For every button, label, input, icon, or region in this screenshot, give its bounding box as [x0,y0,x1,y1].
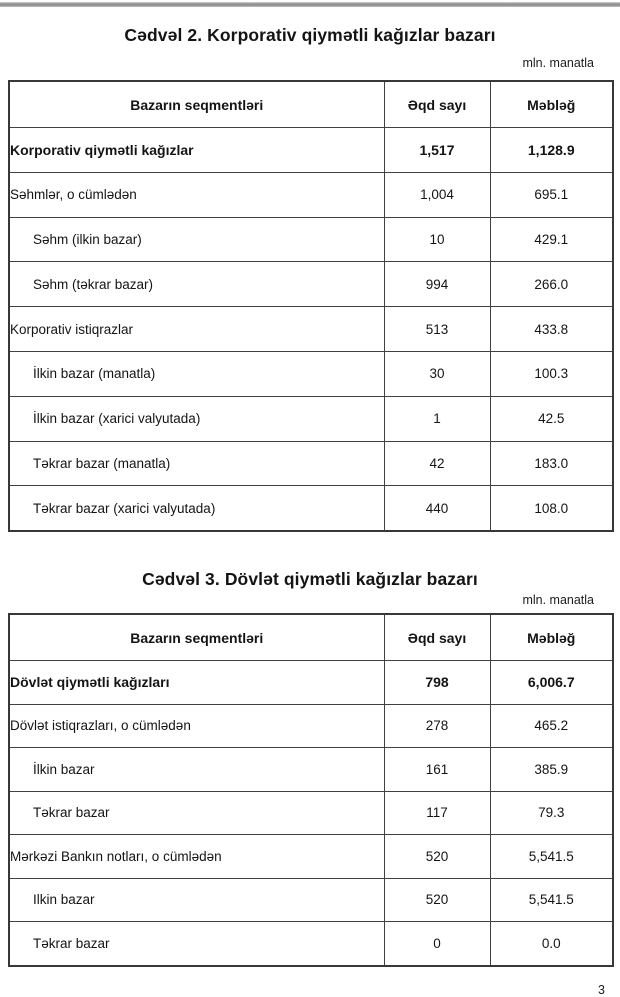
amount-cell: 5,541.5 [490,878,613,922]
table-row [9,217,613,262]
deal-count-cell: 10 [384,217,490,262]
government-securities-table [8,613,614,967]
header-segment: Bazarın seqmentləri [9,614,384,661]
table3-unit-label: mln. manatla [522,593,594,608]
amount-cell: 429.1 [490,217,613,262]
segment-cell: Təkrar bazar (xarici valyutada) [9,486,384,531]
deal-count-cell: 798 [384,661,490,705]
table2-title: Cədvəl 2. Korporativ qiymətli kağızlar bazarı [124,25,496,45]
table-header-row [9,81,613,128]
segment-cell: İlkin bazar (xarici valyutada) [9,396,384,441]
deal-count-cell: 0 [384,922,490,966]
page-number: 3 [598,982,605,997]
amount-cell: 433.8 [490,307,613,352]
deal-count-cell: 1,004 [384,172,490,217]
amount-cell: 0.0 [490,922,613,966]
segment-cell: Ilkin bazar [9,878,384,922]
deal-count-cell: 994 [384,262,490,307]
table-row [9,704,613,748]
segment-cell: Təkrar bazar (manatla) [9,441,384,486]
deal-count-cell: 278 [384,704,490,748]
deal-count-cell: 42 [384,441,490,486]
segment-cell: Səhm (ilkin bazar) [9,217,384,262]
header-deal-count: Əqd sayı [384,614,490,661]
table-row [9,396,613,441]
deal-count-cell: 117 [384,791,490,835]
table2-unit-label: mln. manatla [522,56,594,70]
table-row [9,128,613,173]
table-row [9,307,613,352]
amount-cell: 6,006.7 [490,661,613,705]
table3-title: Cədvəl 3. Dövlət qiymətli kağızlar bazarı [142,569,478,590]
amount-cell: 108.0 [490,486,613,531]
header-deal-count: Əqd sayı [384,81,490,128]
deal-count-cell: 30 [384,351,490,396]
table-row [9,351,613,396]
amount-cell: 266.0 [490,262,613,307]
deal-count-cell: 513 [384,307,490,352]
segment-cell: İlkin bazar [9,748,384,792]
table-row [9,486,613,531]
amount-cell: 79.3 [490,791,613,835]
page-top-rule [0,2,620,7]
segment-cell: Təkrar bazar [9,791,384,835]
deal-count-cell: 440 [384,486,490,531]
segment-cell: Səhm (təkrar bazar) [9,262,384,307]
header-amount: Məbləğ [490,81,613,128]
amount-cell: 1,128.9 [490,128,613,173]
table-row [9,791,613,835]
table-header-row [9,614,613,661]
header-amount: Məbləğ [490,614,613,661]
table-row [9,262,613,307]
deal-count-cell: 1,517 [384,128,490,173]
segment-cell: Təkrar bazar [9,922,384,966]
amount-cell: 465.2 [490,704,613,748]
deal-count-cell: 520 [384,878,490,922]
deal-count-cell: 520 [384,835,490,879]
table-row [9,878,613,922]
section-government-securities [0,568,620,967]
segment-cell: Səhmlər, o cümlədən [9,172,384,217]
table-row [9,441,613,486]
segment-cell: Dövlət qiymətli kağızları [9,661,384,705]
table-row [9,172,613,217]
deal-count-cell: 1 [384,396,490,441]
amount-cell: 100.3 [490,351,613,396]
amount-cell: 42.5 [490,396,613,441]
amount-cell: 385.9 [490,748,613,792]
table-row [9,835,613,879]
amount-cell: 183.0 [490,441,613,486]
table-row [9,748,613,792]
segment-cell: Mərkəzi Bankın notları, o cümlədən [9,835,384,879]
corporate-securities-table [8,80,614,532]
deal-count-cell: 161 [384,748,490,792]
segment-cell: Korporativ istiqrazlar [9,307,384,352]
segment-cell: İlkin bazar (manatla) [9,351,384,396]
amount-cell: 695.1 [490,172,613,217]
segment-cell: Dövlət istiqrazları, o cümlədən [9,704,384,748]
section-corporate-securities [0,24,620,532]
header-segment: Bazarın seqmentləri [9,81,384,128]
table-row [9,661,613,705]
table-row [9,922,613,966]
amount-cell: 5,541.5 [490,835,613,879]
segment-cell: Korporativ qiymətli kağızlar [9,128,384,173]
